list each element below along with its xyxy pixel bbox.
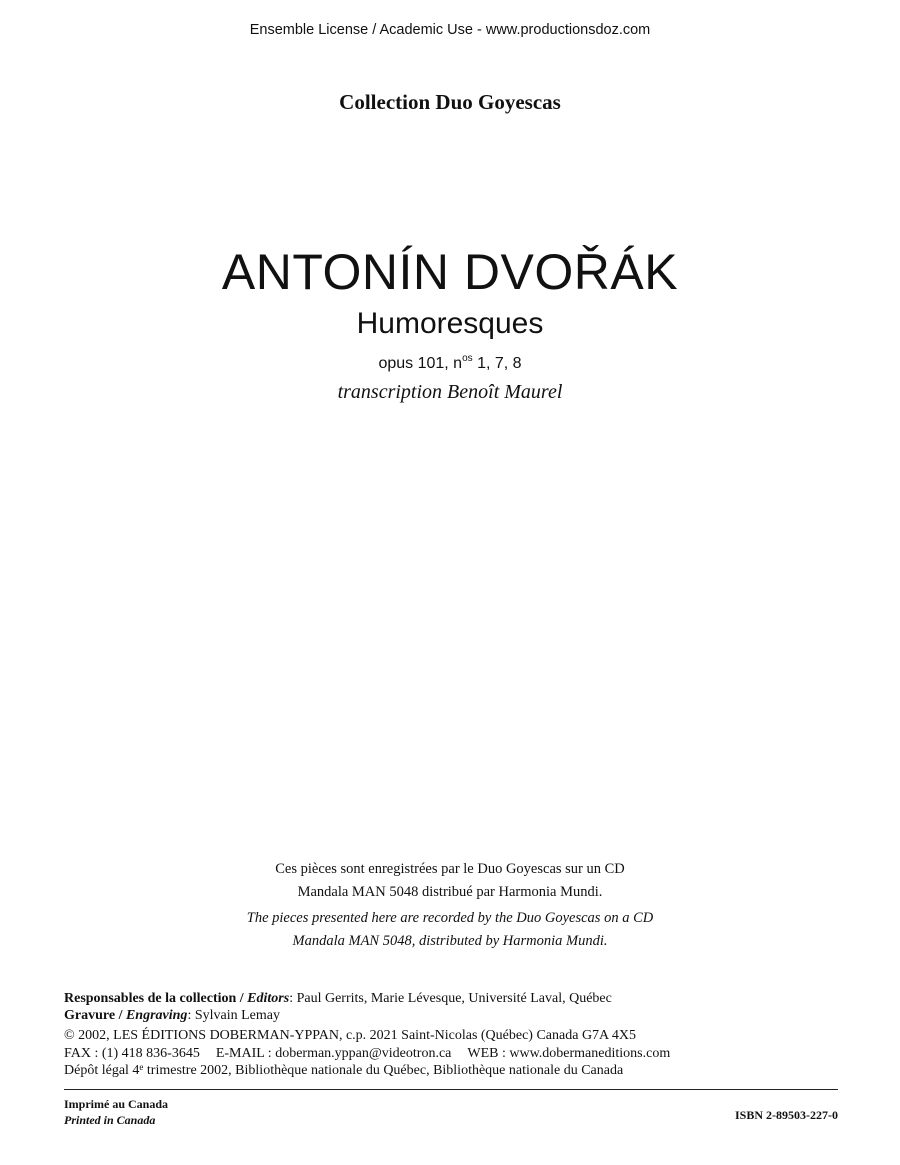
fax-number: FAX : (1) 418 836-3645 — [64, 1046, 200, 1061]
recording-note-en-line2: Mandala MAN 5048, distributed by Harmonia Mundi. — [292, 933, 608, 949]
depot-prefix: Dépôt légal 4 — [64, 1063, 140, 1078]
opus-superscript: os — [462, 353, 473, 364]
editors-label-en: Editors — [247, 991, 290, 1006]
web-address: WEB : www.dobermaneditions.com — [467, 1046, 671, 1061]
engraving-value: : Sylvain Lemay — [187, 1008, 280, 1023]
email-address: E-MAIL : doberman.yppan@videotron.ca — [215, 1046, 452, 1061]
footer-divider — [64, 1089, 838, 1090]
license-notice: Ensemble License / Academic Use - www.productionsdoz.com — [249, 22, 651, 38]
depot-superscript: e — [139, 1062, 144, 1072]
collection-title: Collection Duo Goyescas — [339, 90, 561, 114]
engraving-label-en: Engraving — [125, 1008, 188, 1023]
editors-credit — [64, 991, 612, 1007]
printed-in-fr: Imprimé au Canada — [64, 1097, 169, 1111]
isbn-number: ISBN 2-89503-227-0 — [734, 1108, 838, 1122]
editors-label-fr: Responsables de la collection / — [64, 991, 248, 1006]
depot-rest: trimestre 2002, Bibliothèque nationale du Québec, Bibliothèque nationale du Canada — [143, 1063, 624, 1078]
recording-note-fr-line2: Mandala MAN 5048 distribué par Harmonia Mundi. — [297, 884, 603, 900]
editors-value: : Paul Gerrits, Marie Lévesque, Université Laval, Québec — [289, 991, 612, 1006]
printed-in-en: Printed in Canada — [64, 1113, 156, 1127]
recording-note-en-line1: The pieces presented here are recorded by the Duo Goyescas on a CD — [246, 910, 654, 926]
copyright-notice: © 2002, LES ÉDITIONS DOBERMAN-YPPAN, c.p. 2021 Saint-Nicolas (Québec) Canada G7A 4X5 — [64, 1028, 637, 1043]
work-title: Humoresques — [356, 307, 544, 340]
opus-number — [0, 355, 900, 373]
engraving-label-fr: Gravure / — [64, 1008, 126, 1023]
opus-numbers: 1, 7, 8 — [472, 355, 522, 372]
recording-note-fr-line1: Ces pièces sont enregistrées par le Duo Goyescas sur un CD — [275, 861, 625, 877]
legal-deposit — [64, 1063, 623, 1079]
contact-info — [64, 1046, 670, 1062]
engraving-credit — [64, 1008, 280, 1024]
opus-prefix: opus 101, n — [378, 355, 463, 372]
composer-name: ANTONÍN DVOŘÁK — [221, 244, 679, 300]
transcription-credit: transcription Benoît Maurel — [337, 381, 563, 403]
